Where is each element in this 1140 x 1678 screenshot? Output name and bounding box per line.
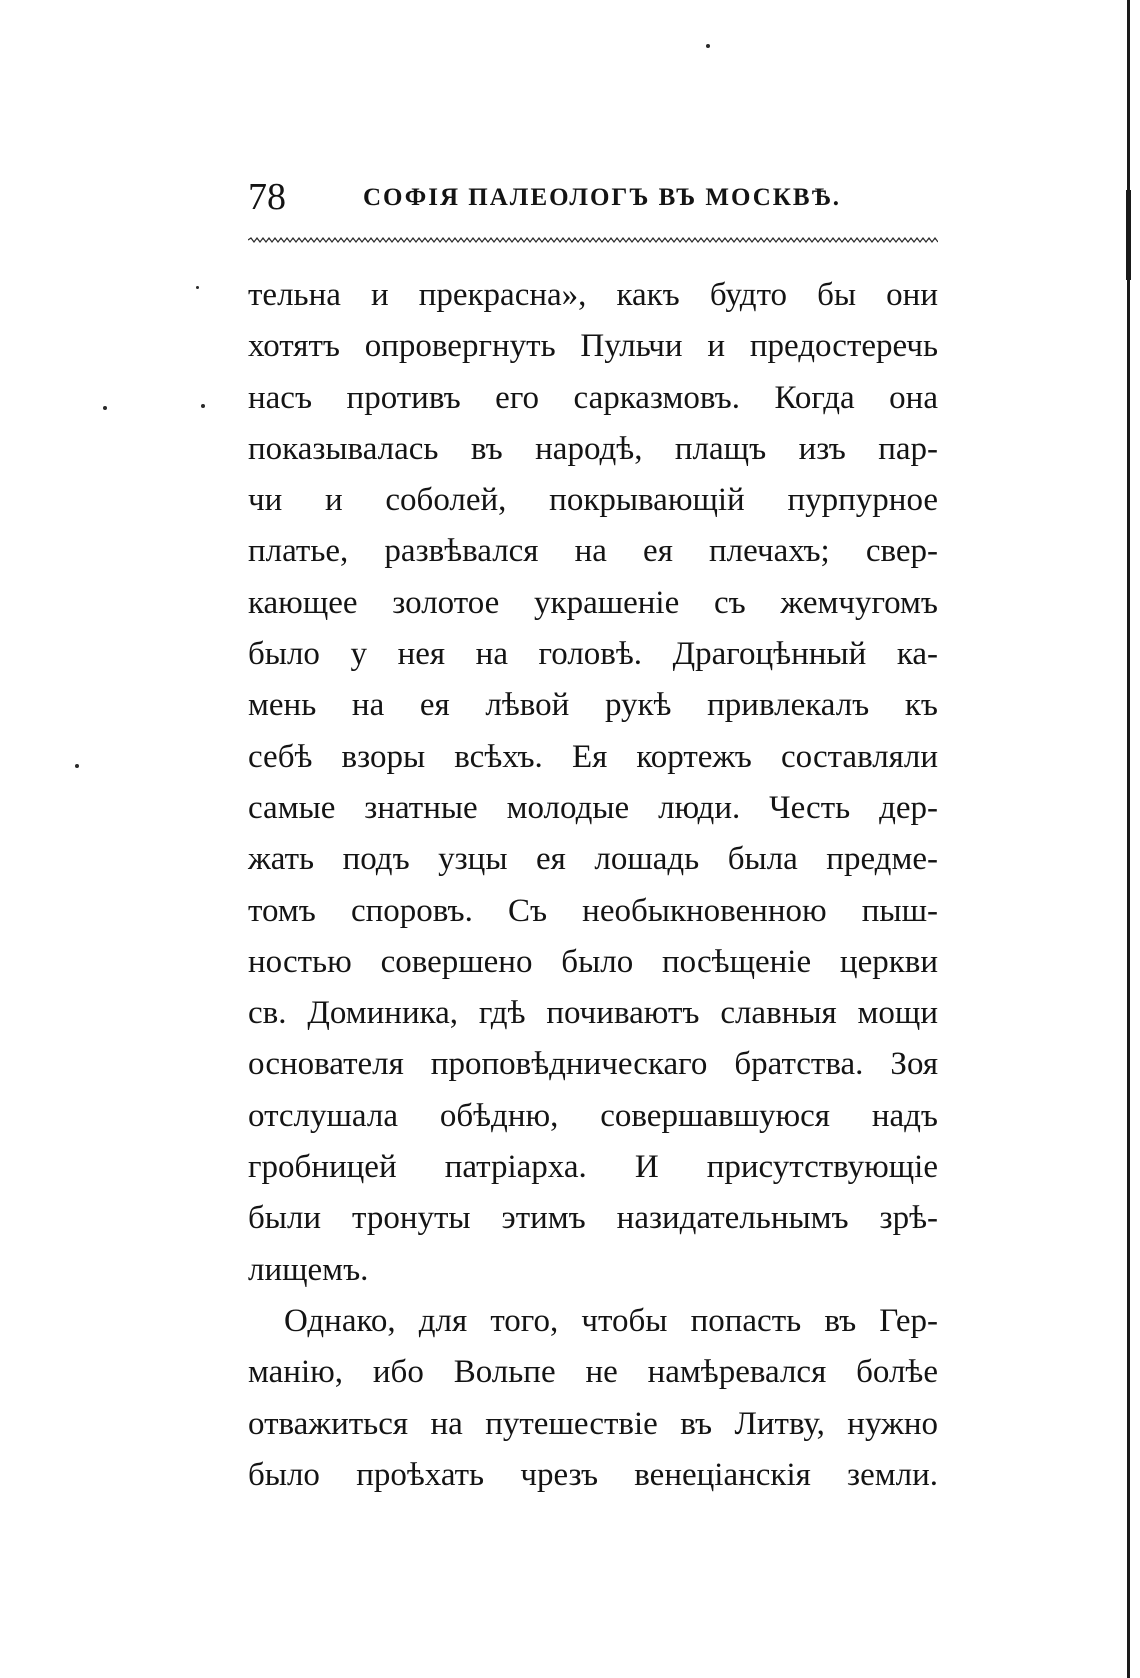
- text-line: гробницей патріарха. И присутствующіе: [248, 1149, 938, 1186]
- text-line: было у нея на головѣ. Драгоцѣнный ка-: [248, 636, 938, 673]
- page-number: 78: [248, 176, 286, 218]
- text-line: были тронуты этимъ назидательнымъ зрѣ-: [248, 1200, 938, 1237]
- text-line: ностью совершено было посѣщеніе церкви: [248, 943, 938, 980]
- text-line: отслушала обѣдню, совершавшуюся надъ: [248, 1097, 938, 1134]
- running-title: СОФІЯ ПАЛЕОЛОГЪ ВЪ МОСКВѢ.: [363, 184, 841, 211]
- text-line: кающее золотое украшеніе съ жемчугомъ: [248, 584, 938, 621]
- text-line: жать подъ узцы ея лошадь была предме-: [248, 841, 938, 878]
- text-line: основателя проповѣдническаго братства. Зоя: [248, 1046, 938, 1083]
- text-line: себѣ взоры всѣхъ. Ея кортежъ составляли: [248, 738, 938, 775]
- text-line: насъ противъ его сарказмовъ. Когда она: [248, 379, 938, 416]
- paragraph-1: [248, 270, 938, 1296]
- text-line: св. Доминика, гдѣ почиваютъ славныя мощи: [248, 995, 938, 1032]
- text-line: чи и соболей, покрывающій пурпурное: [248, 482, 938, 519]
- text-line: мень на ея лѣвой рукѣ привлекалъ къ: [248, 687, 938, 724]
- paragraph-2: [248, 1296, 938, 1501]
- text-line: показывалась въ народѣ, плащъ изъ пар-: [248, 430, 938, 467]
- scan-speck: [103, 406, 107, 410]
- scan-speck: [201, 404, 205, 408]
- running-head: [248, 172, 948, 222]
- wavy-rule-divider: [248, 236, 938, 244]
- text-line: хотятъ опровергнуть Пульчи и предостеречь: [248, 328, 938, 365]
- text-line: Однако, для того, чтобы попасть въ Гер-: [284, 1302, 938, 1339]
- scan-speck: [196, 286, 199, 289]
- body-text: [248, 270, 938, 1501]
- text-line: манію, ибо Вольпе не намѣревался болѣе: [248, 1354, 938, 1391]
- text-line: лищемъ.: [248, 1251, 369, 1288]
- text-line: было проѣхать чрезъ венеціанскія земли.: [248, 1456, 938, 1493]
- text-line: томъ споровъ. Съ необыкновенною пыш-: [248, 892, 938, 929]
- scan-speck: [706, 44, 710, 48]
- scan-speck: [75, 764, 79, 768]
- text-line: отважиться на путешествіе въ Литву, нужно: [248, 1405, 938, 1442]
- text-line: самые знатные молодые люди. Честь дер-: [248, 789, 938, 826]
- text-line: платье, развѣвался на ея плечахъ; свер-: [248, 533, 938, 570]
- scan-edge-mark: [1126, 190, 1131, 280]
- text-line: тельна и прекрасна», какъ будто бы они: [248, 277, 938, 313]
